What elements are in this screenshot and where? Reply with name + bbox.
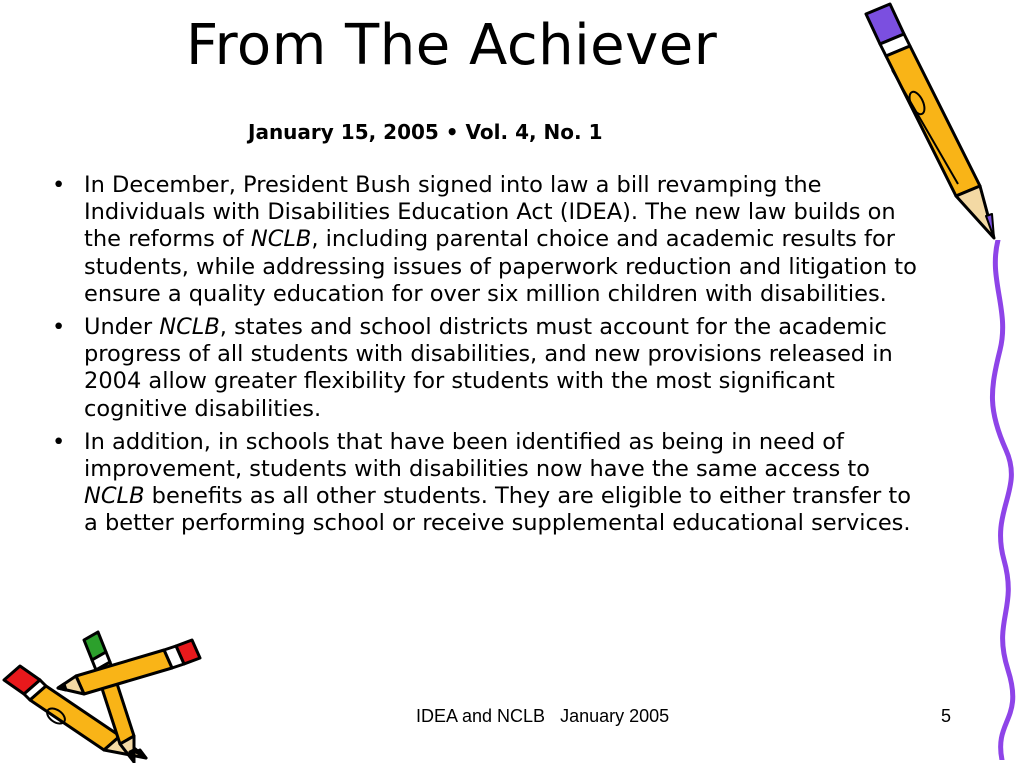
page-number: 5 <box>941 706 952 726</box>
bullet-text: Under <box>84 314 160 341</box>
pencil-body <box>886 46 980 196</box>
bullet-emphasis: NCLB <box>250 226 312 253</box>
slide-title: From The Achiever <box>186 13 718 78</box>
crossed-pencils-icon <box>0 618 205 763</box>
pencil-icon <box>862 0 1012 245</box>
bullet-list <box>50 172 930 544</box>
bullet-item <box>50 314 930 423</box>
bullet-text: , including parental choice and academic results for students, while addressing issues of paperwork reduction and litigation to ensure a quality education for over six million children with disabilities. <box>84 226 917 307</box>
bullet-text: , states and school districts must account for the academic progress of all students with disabilities, and new provisions released in 2004 allow greater flexibility for students with the most significant cognitive disabilities. <box>84 314 893 422</box>
bullet-dot: • <box>52 172 66 198</box>
bullet-text: benefits as all other students. They are eligible to either transfer to a better performing school or receive supplemental educational services. <box>84 483 912 537</box>
bullet-dot: • <box>52 314 66 341</box>
bullet-text: In addition, in schools that have been identified as being in need of improvement, students with disabilities now have the same access to <box>84 428 870 483</box>
pencil-tip <box>956 186 994 238</box>
bullet-emphasis: NCLB <box>159 314 220 341</box>
slide-subtitle: January 15, 2005 • Vol. 4, No. 1 <box>248 120 603 144</box>
bullet-emphasis: NCLB <box>84 483 145 510</box>
bullet-dot: • <box>52 428 66 455</box>
squiggle-line-icon <box>978 240 1024 760</box>
footer-text: IDEA and NCLB January 2005 <box>416 706 670 726</box>
bullet-item <box>50 172 930 308</box>
bullet-text: In December, President Bush signed into law a bill revamping the Individuals with Disabilities Education Act (IDEA). The new law builds on the reforms of <box>84 172 896 253</box>
bullet-item <box>50 429 930 538</box>
